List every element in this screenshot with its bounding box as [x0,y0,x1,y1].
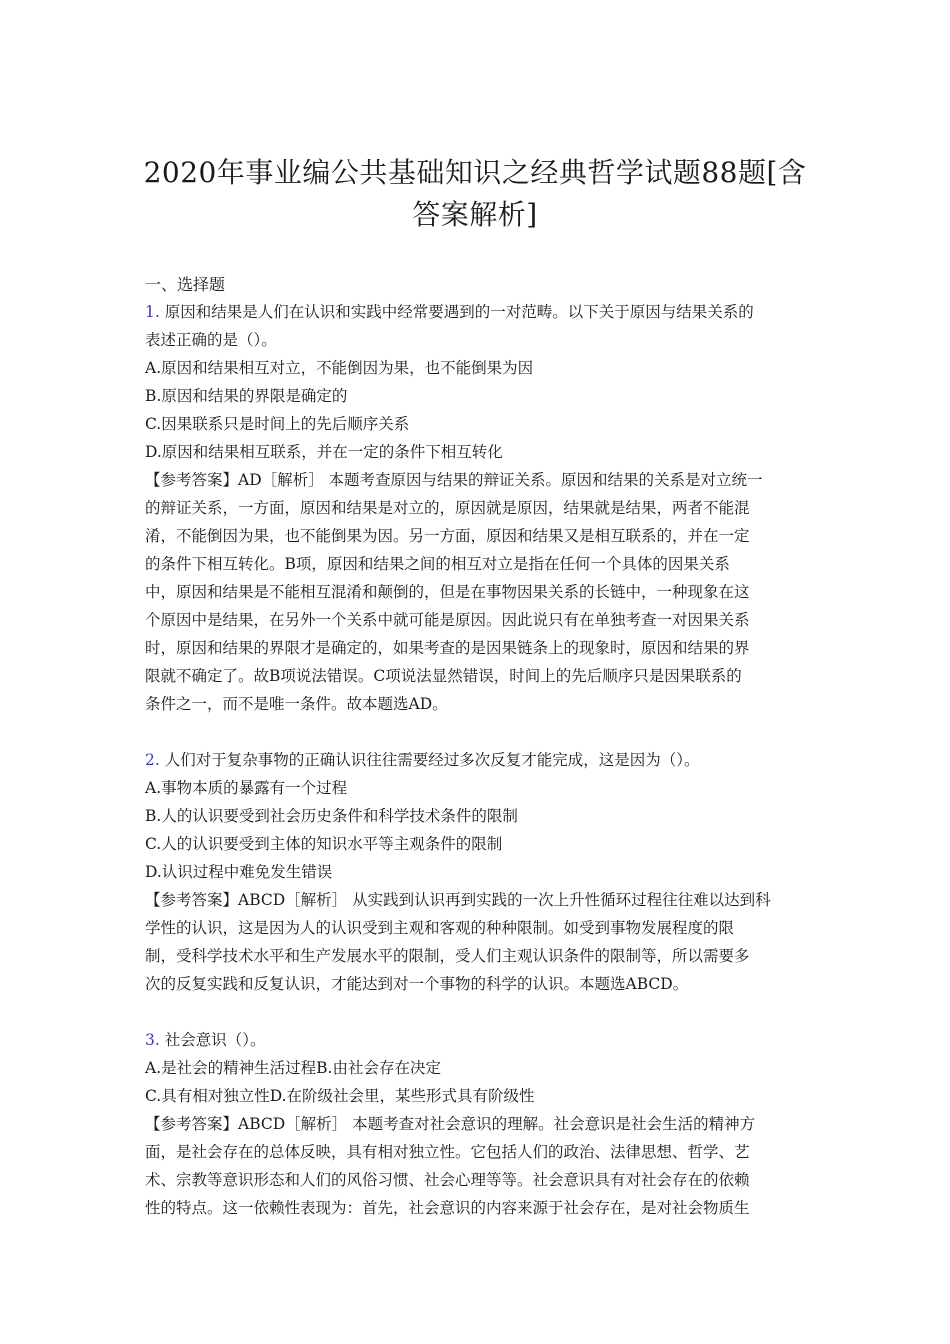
answer-line: 性的特点。这一依赖性表现为：首先，社会意识的内容来源于社会存在，是对社会物质生 [145,1199,750,1217]
section-heading: 一、选择题 [145,275,226,294]
document-title [120,152,830,236]
answer-line: 条件之一，而不是唯一条件。故本题选AD。 [145,695,448,713]
answer-explanation [145,1110,810,1222]
option-d: D.认识过程中难免发生错误 [145,863,333,881]
option-b: B.原因和结果的界限是确定的 [145,387,348,405]
answer-explanation [145,466,810,718]
option-c: C.人的认识要受到主体的知识水平等主观条件的限制 [145,835,503,853]
option-a: A.原因和结果相互对立，不能倒因为果，也不能倒果为因 [145,359,534,377]
question-number: 3. [145,1031,160,1049]
option-a-b: A.是社会的精神生活过程B.由社会存在决定 [145,1059,441,1077]
question-stem-line [145,298,810,326]
option-a: A.事物本质的暴露有一个过程 [145,779,348,797]
answer-line: 面，是社会存在的总体反映，具有相对独立性。它包括人们的政治、法律思想、哲学、艺 [145,1143,750,1161]
answer-line: 术、宗教等意识形态和人们的风俗习惯、社会心理等等。社会意识具有对社会存在的依赖 [145,1171,750,1189]
option-b: B.人的认识要受到社会历史条件和科学技术条件的限制 [145,807,518,825]
option-c: C.因果联系只是时间上的先后顺序关系 [145,415,410,433]
answer-line: 制，受科学技术水平和生产发展水平的限制，受人们主观认识条件的限制等，所以需要多 [145,947,750,965]
answer-line: 限就不确定了。故B项说法错误。C项说法显然错误，时间上的先后顺序只是因果联系的 [145,667,742,685]
answer-line: 学性的认识，这是因为人的认识受到主观和客观的种种限制。如受到事物发展程度的限 [145,919,735,937]
answer-line: 的条件下相互转化。B项，原因和结果之间的相互对立是指在任何一个具体的因果关系 [145,555,730,573]
option-c-d: C.具有相对独立性D.在阶级社会里，某些形式具有阶级性 [145,1087,535,1105]
document-body [145,272,810,1222]
question-stem-line [145,746,810,774]
answer-line: 个原因中是结果，在另外一个关系中就可能是原因。因此说只有在单独考查一对因果关系 [145,611,750,629]
question-1 [145,298,810,718]
question-number: 1. [145,303,160,321]
question-stem-line: 表述正确的是（）。 [145,331,277,349]
answer-line: 中，原因和结果是不能相互混淆和颠倒的，但是在事物因果关系的长链中，一种现象在这 [145,583,750,601]
question-3 [145,1026,810,1222]
document-title-line-2: 答案解析] [412,198,538,231]
question-stem-line [145,1026,810,1054]
question-stem-text: 人们对于复杂事物的正确认识往往需要经过多次反复才能完成，这是因为（）。 [164,751,700,769]
option-d: D.原因和结果相互联系，并在一定的条件下相互转化 [145,443,503,461]
question-2 [145,746,810,998]
question-number: 2. [145,751,160,769]
answer-line: 时，原因和结果的界限才是确定的，如果考查的是因果链条上的现象时，原因和结果的界 [145,639,750,657]
answer-line: 的辩证关系，一方面，原因和结果是对立的，原因就是原因，结果就是结果，两者不能混 [145,499,750,517]
answer-line: 【参考答案】ABCD［解析］ 从实践到认识再到实践的一次上升性循环过程往往难以达到科 [145,891,771,909]
answer-line: 【参考答案】ABCD［解析］ 本题考查对社会意识的理解。社会意识是社会生活的精神方 [145,1115,756,1133]
answer-explanation [145,886,810,998]
answer-line: 淆，不能倒因为果，也不能倒果为因。另一方面，原因和结果又是相互联系的，并在一定 [145,527,750,545]
question-stem-text: 社会意识（）。 [164,1031,266,1049]
answer-line: 次的反复实践和反复认识，才能达到对一个事物的科学的认识。本题选ABCD。 [145,975,689,993]
document-title-line-1: 2020年事业编公共基础知识之经典哲学试题88题[含 [143,156,807,189]
question-stem-text: 原因和结果是人们在认识和实践中经常要遇到的一对范畴。以下关于原因与结果关系的 [164,303,754,321]
answer-line: 【参考答案】AD［解析］ 本题考查原因与结果的辩证关系。原因和结果的关系是对立统一 [145,471,763,489]
